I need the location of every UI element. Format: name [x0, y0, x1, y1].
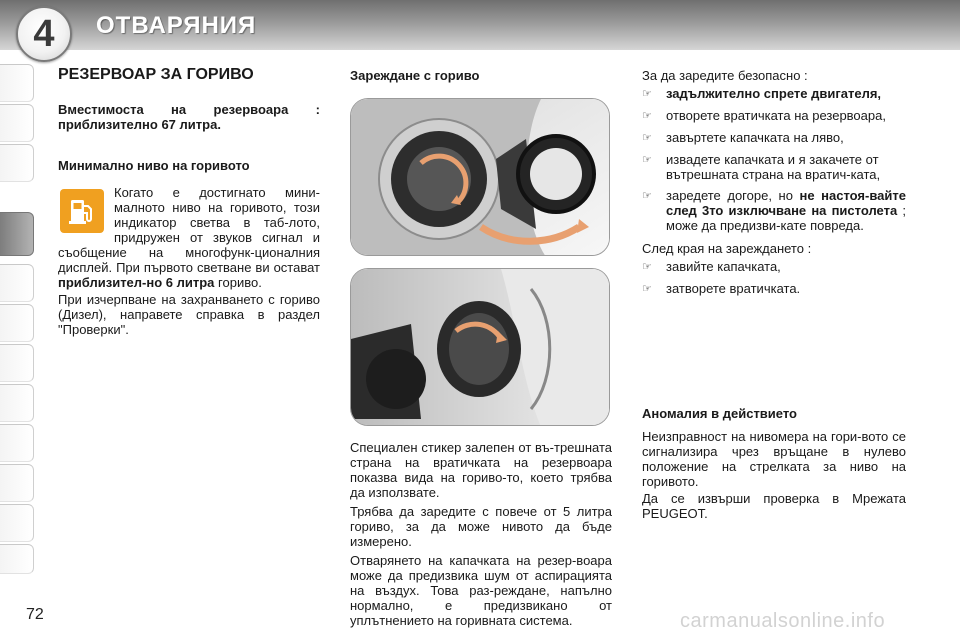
pointing-hand-icon: ☞: [642, 110, 652, 122]
pointing-hand-icon: ☞: [642, 283, 652, 295]
side-tabs: [0, 64, 34, 576]
anomaly-text: Неизправност на нивомера на гори-вото се сигнализира чрез връщане в нулево положение на стрелката за ниво на горивото.: [642, 429, 906, 489]
side-tab-1[interactable]: [0, 64, 34, 102]
side-tab-2[interactable]: [0, 104, 34, 142]
cap-noise-text: Отварянето на капачката на резер-воара може да предизвика шум от аспирацията на въздух. Това раз-реждане, напълно нормално, е предизвикано от уплътнението на горивната система.: [350, 553, 612, 628]
min-level-heading: Минимално ниво на горивото: [58, 158, 250, 173]
step-1: [642, 86, 906, 102]
step-5-text-a: заредете догоре, но: [666, 188, 800, 203]
min-level-text-a: Когато е достигнато мини-малното ниво на горивото, този индикатор светва в таб-лото, придружен от звуков сигнал и съобщение на многофунк-ционалния дисплей. При първото светване ви остават: [58, 185, 320, 275]
tank-capacity-bold: Вместимостa на резервоара : приблизително 67 литра: [58, 102, 320, 132]
pointing-hand-icon: ☞: [642, 132, 652, 144]
side-tab-9[interactable]: [0, 424, 34, 462]
pointing-hand-icon: ☞: [642, 261, 652, 273]
tank-capacity-end: .: [217, 117, 221, 132]
tank-capacity: [58, 102, 320, 132]
step-3-text: завъртете капачката на ляво,: [666, 130, 844, 145]
min-level-block: [58, 185, 320, 290]
left-column: [58, 66, 320, 337]
page-number: 72: [26, 606, 44, 623]
fuel-cap-photo-1: [350, 98, 610, 256]
side-tab-4-active[interactable]: [0, 212, 34, 256]
step-2-text: отворете вратичката на резервоара,: [666, 108, 886, 123]
chapter-number: 4: [33, 12, 55, 55]
sticker-text: Специален стикер залепен от въ-трешната страна на вратичката на резервоара показва вида на гориво-то, което трябва да използвате.: [350, 440, 612, 500]
chapter-number-badge: [16, 6, 72, 62]
after-step-1: [642, 259, 906, 275]
side-tab-11[interactable]: [0, 504, 34, 542]
anomaly-check-text: Да се извърши проверка в Мрежата PEUGEOT.: [642, 491, 906, 521]
safe-refuel-intro: За да заредите безопасно :: [642, 68, 808, 83]
side-tab-10[interactable]: [0, 464, 34, 502]
watermark: carmanualsonline.info: [680, 610, 886, 632]
refuelling-heading: Зареждане с гориво: [350, 68, 480, 83]
after-step-2-text: затворете вратичката.: [666, 281, 801, 296]
side-tab-12[interactable]: [0, 544, 34, 574]
pointing-hand-icon: ☞: [642, 88, 652, 100]
side-tab-8[interactable]: [0, 384, 34, 422]
after-refuel-intro: След края на зареждането :: [642, 241, 812, 256]
fuel-cap-photo-2: [350, 268, 610, 426]
middle-column-heading: [350, 68, 610, 83]
chapter-title: ОТВАРЯНИЯ: [96, 12, 257, 39]
step-5: [642, 188, 906, 233]
step-4-text: извадете капачката и я закачете от вътрешната страна на вратич-ката,: [666, 152, 881, 182]
step-1-text: задължително спрете двигателя,: [666, 86, 882, 101]
side-tab-3[interactable]: [0, 144, 34, 182]
step-5-text: [666, 188, 906, 233]
anomaly-section: [642, 406, 906, 521]
fuel-tank-heading: РЕЗЕРВОАР ЗА ГОРИВО: [58, 66, 254, 83]
after-step-2: [642, 281, 906, 297]
right-column: [642, 68, 906, 297]
step-2: [642, 108, 906, 124]
step-3: [642, 130, 906, 146]
min-level-text-b: гориво.: [214, 275, 262, 290]
pointing-hand-icon: ☞: [642, 190, 652, 202]
step-4: [642, 152, 906, 182]
step-5-text-b: ; може да предизви-кате повреда.: [666, 203, 906, 233]
fuel-warning-icon: [60, 189, 104, 233]
side-tab-5[interactable]: [0, 264, 34, 302]
step-5-text-bold: не настоя-вайте след 3то изключване на пистолета: [666, 188, 906, 218]
pointing-hand-icon: ☞: [642, 154, 652, 166]
min-level-text-bold: приблизител-но 6 литра: [58, 275, 215, 290]
fuel-empty-text: При изчерпване на захранването с гориво (Дизел), направете справка в раздел "Проверки".: [58, 292, 320, 337]
middle-column: [350, 440, 612, 628]
min-fill-text: Трябва да заредите с повече от 5 литра гориво, за да може нивото да бъде измерено.: [350, 504, 612, 549]
side-tab-6[interactable]: [0, 304, 34, 342]
side-tab-7[interactable]: [0, 344, 34, 382]
after-step-1-text: завийте капачката,: [666, 259, 781, 274]
anomaly-heading: Аномалия в действието: [642, 406, 797, 421]
